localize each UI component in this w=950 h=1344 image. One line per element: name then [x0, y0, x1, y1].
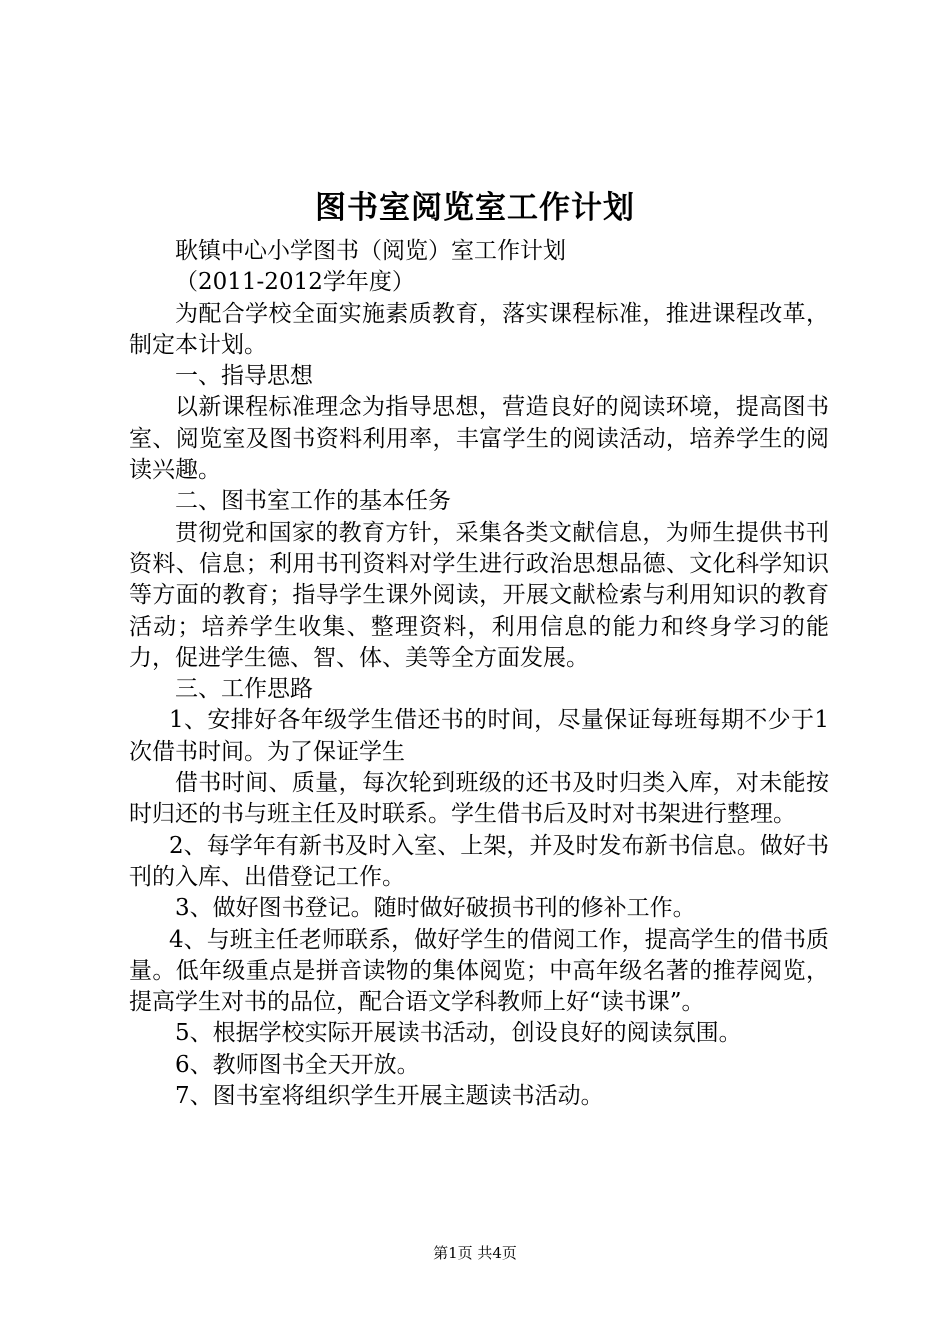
- document-title: 图书室阅览室工作计划: [315, 190, 635, 226]
- paragraph-intro: 为配合学校全面实施素质教育，落实课程标准，推进课程改革，制定本计划。: [129, 300, 829, 358]
- list-item-4: 4、与班主任老师联系，做好学生的借阅工作，提高学生的借书质量。低年级重点是拼音读物的集体阅览；中高年级名著的推荐阅览，提高学生对书的品位，配合语文学科教师上好“读书课”。: [129, 926, 829, 1016]
- paragraph-subtitle: 耿镇中心小学图书（阅览）室工作计划: [175, 238, 566, 264]
- list-item-1: 1、安排好各年级学生借还书的时间，尽量保证每班每期不少于1次借书时间。为了保证学生: [129, 707, 829, 765]
- list-item-6: 6、教师图书全天开放。: [175, 1051, 420, 1078]
- list-item-2: 2、每学年有新书及时入室、上架，并及时发布新书信息。做好书刊的入库、出借登记工作。: [129, 832, 829, 890]
- list-item-1-continued: 借书时间、质量，每次轮到班级的还书及时归类入库，对未能按时归还的书与班主任及时联系。学生借书后及时对书架进行整理。: [129, 770, 829, 828]
- list-item-7: 7、图书室将组织学生开展主题读书活动。: [175, 1083, 604, 1110]
- section-heading-guiding-thought: 一、指导思想: [175, 363, 313, 390]
- paragraph-basic-tasks: 贯彻党和国家的教育方针，采集各类文献信息，为师生提供书刊资料、信息；利用书刊资料对学生进行政治思想品德、文化科学知识等方面的教育；指导学生课外阅读，开展文献检索与利用知识的教育活动；培养学生收集、整理资料，利用信息的能力和终身学习的能力，促进学生德、智、体、美等全方面发展。: [129, 519, 829, 671]
- document-body: [129, 236, 829, 1112]
- section-heading-basic-tasks: 二、图书室工作的基本任务: [175, 488, 451, 515]
- paragraph-school-year: （2011-2012学年度）: [175, 269, 415, 296]
- page-footer: 第1页 共4页: [433, 1244, 517, 1262]
- list-item-3: 3、做好图书登记。随时做好破损书刊的修补工作。: [175, 895, 696, 922]
- list-item-5: 5、根据学校实际开展读书活动，创设良好的阅读氛围。: [175, 1020, 742, 1047]
- section-heading-work-ideas: 三、工作思路: [175, 676, 313, 703]
- paragraph-guiding-thought: 以新课程标准理念为指导思想，营造良好的阅读环境，提高图书室、阅览室及图书资料利用率，丰富学生的阅读活动，培养学生的阅读兴趣。: [129, 394, 829, 484]
